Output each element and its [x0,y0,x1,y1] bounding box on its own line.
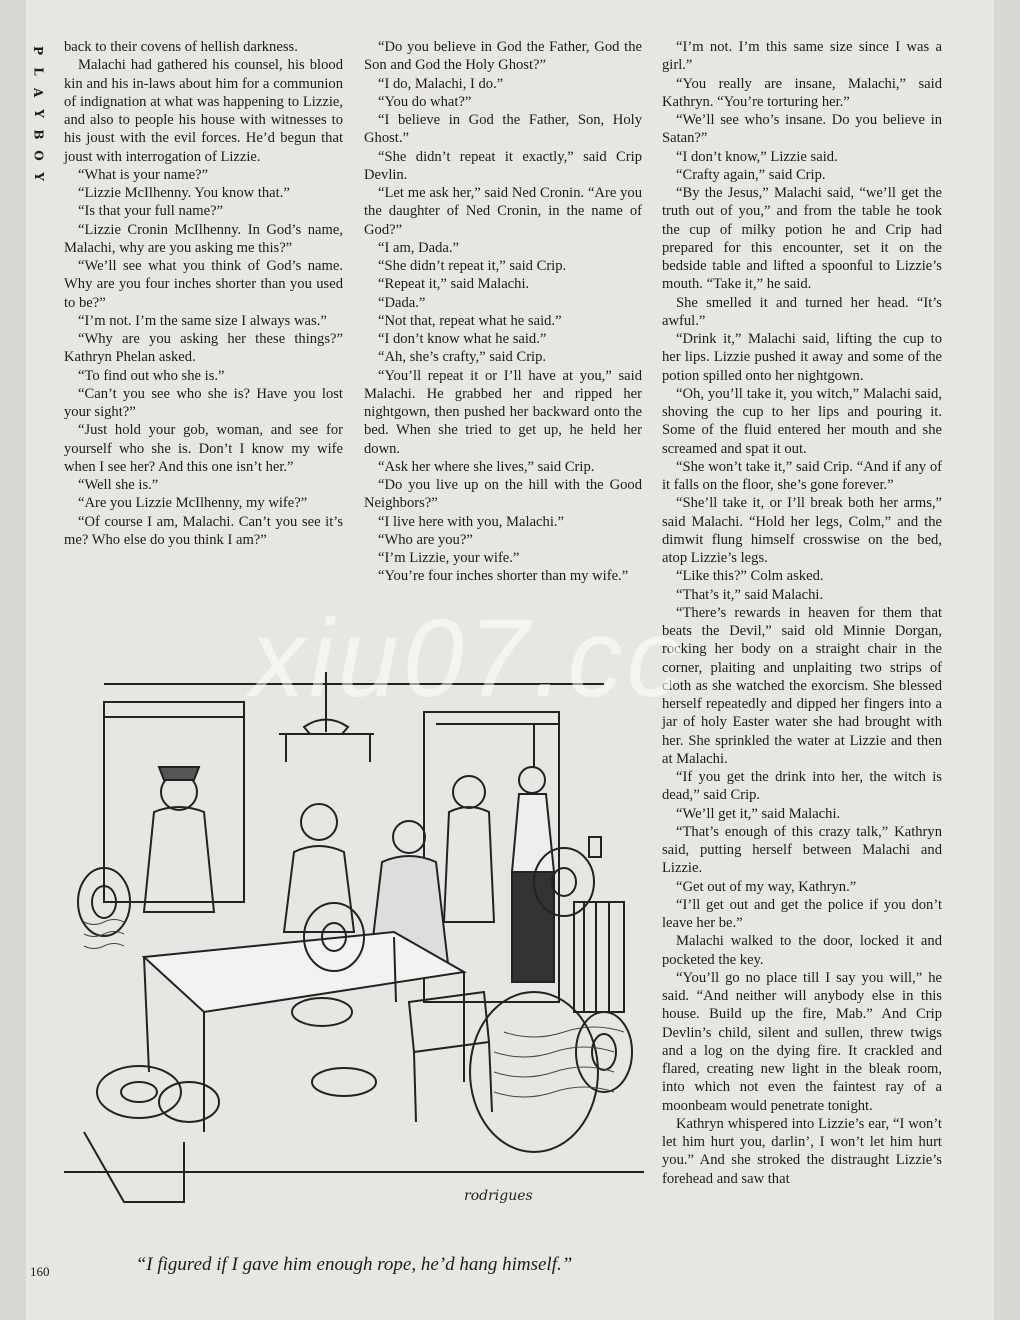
paragraph: “You really are insane, Malachi,” said Kathryn. “You’re torturing her.” [662,75,942,110]
spine-letter: A [31,87,46,98]
paragraph: “Drink it,” Malachi said, lifting the cup to her lips. Lizzie pushed it away and some of the potion spilled onto her nightgown. [662,331,942,384]
paragraph: “To find out who she is.” [78,367,225,384]
paragraph: “I believe in God the Father, Son, Holy Ghost.” [364,112,642,147]
paragraph: “I’m not. I’m this same size since I was a girl.” [662,39,942,74]
magazine-spine-title [30,40,46,187]
watermark: xiu07.cc [250,597,686,720]
paragraph: “Of course I am, Malachi. Can’t you see it’s me? Who else do you think I am?” [64,513,343,548]
paragraph: “Ah, she’s crafty,” said Crip. [378,349,547,366]
paragraph: “I’m Lizzie, your wife.” [378,550,520,566]
spine-letter: O [31,150,46,161]
paragraph: “What is your name?” [78,166,209,183]
text-column-3 [662,38,942,1188]
paragraph: back to their covens of hellish darkness. [64,39,298,55]
cartoon-illustration [64,672,644,1232]
spine-letter: Y [31,109,46,118]
paragraph: “We’ll get it,” said Malachi. [676,805,841,822]
paragraph: “We’ll see what you think of God’s name. Why are you four inches shorter than you used to be?” [64,258,343,311]
spine-letter: Y [31,172,46,181]
paragraph: “I don’t know,” Lizzie said. [676,148,838,165]
paragraph: “Just hold your gob, woman, and see for yourself who she is. Don’t I know my wife when I see her? And this one isn’t her.” [64,422,343,475]
paragraph: “I’m not. I’m the same size I always was.” [78,312,327,329]
paragraph: “Get out of my way, Kathryn.” [676,878,857,895]
paragraph: “Who are you?” [378,531,473,548]
paragraph: She smelled it and turned her head. “It’s awful.” [662,294,942,329]
paragraph: “Are you Lizzie McIlhenny, my wife?” [78,495,308,512]
paragraph: “Lizzie Cronin McIlhenny. In God’s name, Malachi, why are you asking me this?” [64,221,343,256]
paragraph: “You’ll go no place till I say you will,” he said. “And neither will anybody else in this house. Build up the fire, Mab.” And Crip Devlin’s child, silent and sullen, threw twigs and a log on the dying fire. It crackled and flared, creating new light in the bleak room, into which not even the faintest ray of a moonbeam would penetrate tonight. [662,969,942,1114]
paragraph: “You’re four inches shorter than my wife.” [378,568,629,585]
paragraph: “She didn’t repeat it,” said Crip. [378,258,567,274]
paragraph: “She didn’t repeat it exactly,” said Crip Devlin. [364,148,642,183]
paragraph: Malachi walked to the door, locked it and pocketed the key. [662,933,942,968]
paragraph: “Can’t you see who she is? Have you lost your sight?” [64,385,343,420]
paragraph: “Dada.” [378,294,426,311]
paragraph: “She won’t take it,” said Crip. “And if any of it falls on the floor, she’s gone forever.” [662,458,942,493]
paragraph: Malachi had gathered his counsel, his blood kin and his in-laws about him for a communion of indignation at what was happening to Lizzie, and also to people his house with witnesses to his joust with the evil forces. He’d begun that joust with interrogation of Lizzie. [64,57,343,165]
paragraph: “That’s enough of this crazy talk,” Kathryn said, putting herself between Malachi and Lizzie. [662,823,942,877]
cartoon-caption: “I figured if I gave him enough rope, he’d hang himself.” [135,1254,573,1275]
spine-letter: L [31,67,46,76]
paragraph: “There’s rewards in heaven for them that beats the Devil,” said old Minnie Dorgan, rocking her body on a straight chair in the corner, plaiting and unplaiting two strips of cloth as she watched the exorcism. She blessed herself repeatedly and dipped her fingers into a jar of holy Easter water she had brought with her. She sprinkled the water at Lizzie and then at Malachi. [662,604,942,767]
paragraph: “I don’t know what he said.” [378,331,547,347]
paragraph: “Oh, you’ll take it, you witch,” Malachi said, shoving the cup to her lips and pouring it. Some of the fluid entered her mouth and she screamed and spat it out. [662,385,942,457]
paragraph: “Crafty again,” said Crip. [676,166,826,183]
paragraph: “Ask her where she lives,” said Crip. [378,458,595,475]
paragraph: “I live here with you, Malachi.” [378,513,564,530]
spine-letter: B [31,129,46,140]
paragraph: “Well she is.” [78,477,159,493]
paragraph: “If you get the drink into her, the witch is dead,” said Crip. [662,769,942,804]
text-column-2 [364,38,642,586]
paragraph: “You do what?” [378,93,472,110]
paragraph: “You’ll repeat it or I’ll have at you,” said Malachi. He grabbed her and ripped her nightgown, then pushed her backward onto the bed. When she tried to get up, he held her down. [364,367,642,457]
paragraph: “Repeat it,” said Malachi. [378,276,530,293]
paragraph: “Do you live up on the hill with the Good Neighbors?” [364,477,642,512]
paragraph: “She’ll take it, or I’ll break both her arms,” said Malachi. “Hold her legs, Colm,” and the dimwit flung himself crosswise on the bed, atop Lizzie’s legs. [662,495,942,566]
paragraph: “We’ll see who’s insane. Do you believe in Satan?” [662,112,942,147]
paragraph: “Let me ask her,” said Ned Cronin. “Are you the daughter of Ned Cronin, in the name of God?” [364,185,642,238]
spine-letter: P [31,45,46,56]
paragraph: “Like this?” Colm asked. [676,568,824,585]
paragraph: “Do you believe in God the Father, God the Son and God the Holy Ghost?” [364,39,642,74]
paragraph: “By the Jesus,” Malachi said, “we’ll get the truth out of you,” and from the table he took the cup of milky potion he and Crip had prepared for this encounter, set it on the bedside table and lifted a spoonful to Lizzie’s mouth. “Take it,” he said. [662,185,942,293]
paragraph: “I am, Dada.” [378,239,460,256]
paragraph: “Lizzie McIlhenny. You know that.” [78,185,290,201]
paragraph: Kathryn whispered into Lizzie’s ear, “I won’t let him hurt you, darlin’, I won’t let him hurt you.” And she stroked the distraught Lizzie’s forehead and saw that [662,1115,942,1187]
paragraph: “That’s it,” said Malachi. [676,586,824,603]
paragraph: “Not that, repeat what he said.” [378,312,562,329]
text-column-1 [64,38,343,549]
cartoon-signature: rodrigues [464,1188,533,1204]
page-number: 160 [30,1264,50,1279]
paragraph: “Is that your full name?” [78,203,224,220]
paragraph: “Why are you asking her these things?” Kathryn Phelan asked. [64,331,343,366]
paragraph: “I’ll get out and get the police if you don’t leave her be.” [662,896,942,931]
paragraph: “I do, Malachi, I do.” [378,75,504,92]
